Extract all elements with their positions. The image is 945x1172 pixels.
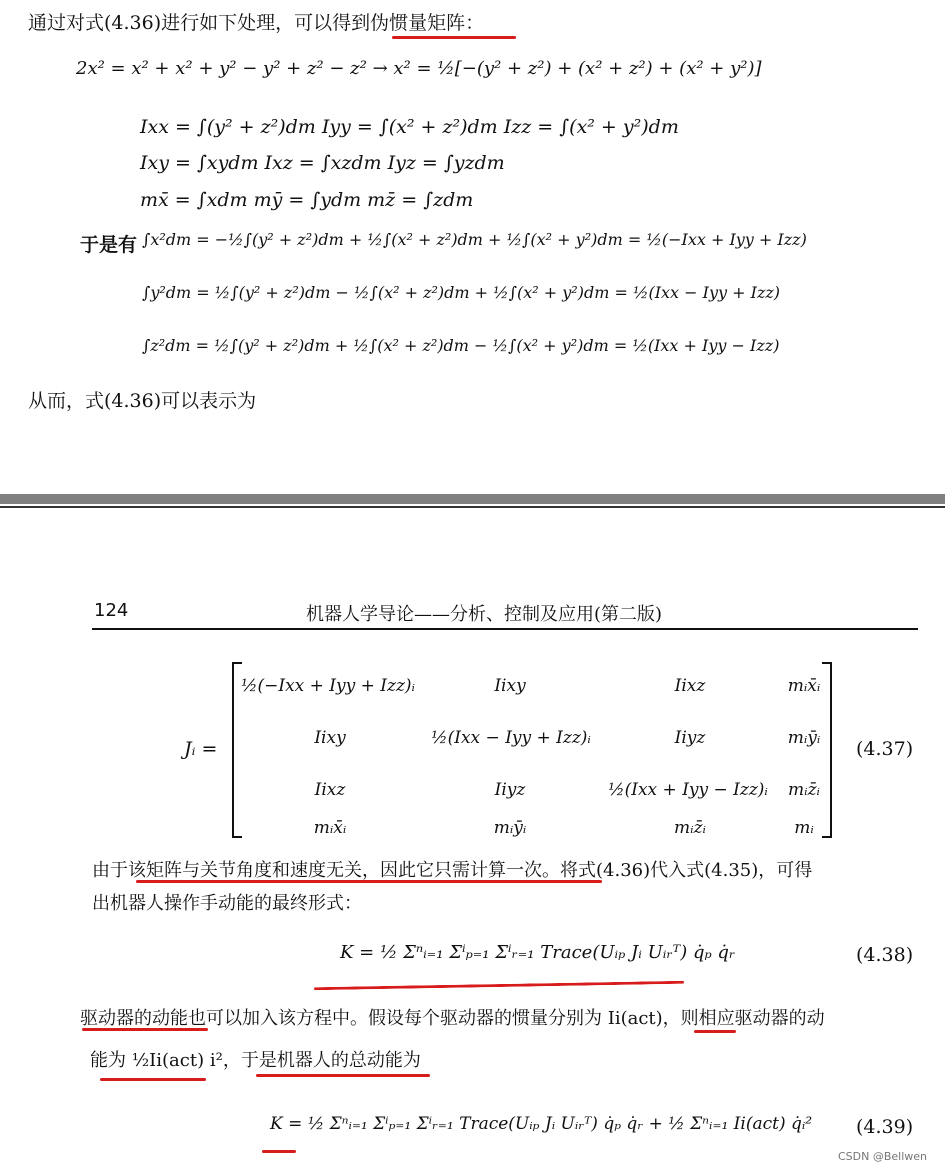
equation-number-439: (4.39) [856, 1116, 914, 1138]
annotation-underline [694, 1030, 736, 1033]
header-rule [92, 628, 918, 630]
equation-moments: Ixx = ∫(y² + z²)dm Iyy = ∫(x² + z²)dm Izz = ∫(x² + y²)dm [140, 116, 679, 138]
page-divider [0, 494, 945, 504]
equation-centroid: mx̄ = ∫xdm mȳ = ∫ydm mz̄ = ∫zdm [140, 189, 474, 211]
matrix-cell: mᵢȳᵢ [787, 728, 821, 748]
intro-text: 通过对式(4.36)进行如下处理，可以得到伪惯量矩阵： [28, 12, 485, 34]
paragraph-2-line-2: 能为 ½Ii(act) i²，于是机器人的总动能为 [90, 1050, 421, 1071]
annotation-underline [82, 1028, 208, 1031]
equation-439: K = ½ Σⁿᵢ₌₁ Σⁱₚ₌₁ Σⁱᵣ₌₁ Trace(Uᵢₚ Jᵢ Uᵢᵣᵀ) q̇ₚ q̇ᵣ + ½ Σⁿᵢ₌₁ Ii(act) q̇ᵢ² [270, 1114, 813, 1134]
paragraph-2-line-1: 驱动器的动能也可以加入该方程中。假设每个驱动器的惯量分别为 Ii(act)，则相应驱动器的动 [80, 1008, 825, 1029]
conclusion-text: 从而，式(4.36)可以表示为 [28, 390, 257, 412]
equation-number-437: (4.37) [856, 738, 914, 760]
annotation-underline [392, 36, 516, 39]
running-title: 机器人学导论——分析、控制及应用(第二版) [306, 604, 663, 625]
equation-z2: ∫z²dm = ½∫(y² + z²)dm + ½∫(x² + z²)dm − ½∫(x² + y²)dm = ½(Ixx + Iyy − Izz) [142, 336, 780, 355]
matrix-cell: ½(Ixx + Iyy − Izz)ᵢ [608, 780, 768, 800]
annotation-underline [262, 1150, 296, 1153]
watermark: CSDN @Bellwen [838, 1150, 928, 1163]
matrix-cell: mᵢx̄ᵢ [313, 818, 347, 838]
annotation-underline [136, 880, 602, 883]
matrix-cell: Iixy [494, 676, 526, 696]
equation-products: Ixy = ∫xydm Ixz = ∫xzdm Iyz = ∫yzdm [140, 152, 505, 174]
page-divider-line [0, 506, 945, 508]
matrix-cell: mᵢz̄ᵢ [788, 780, 820, 800]
matrix-cell: Iixz [314, 780, 346, 800]
paragraph-1-line-1: 由于该矩阵与关节角度和速度无关，因此它只需计算一次。将式(4.36)代入式(4.35)，可得 [92, 860, 813, 881]
page-number: 124 [94, 600, 129, 621]
annotation-underline [314, 981, 684, 990]
matrix-cell: ½(−Ixx + Iyy + Izz)ᵢ [241, 676, 415, 696]
matrix-cell: mᵢȳᵢ [493, 818, 527, 838]
equation-x2: ∫x²dm = −½∫(y² + z²)dm + ½∫(x² + z²)dm + ½∫(x² + y²)dm = ½(−Ixx + Iyy + Izz) [142, 230, 807, 249]
yushi-label: 于是有 [80, 234, 138, 256]
equation-y2: ∫y²dm = ½∫(y² + z²)dm − ½∫(x² + z²)dm + ½∫(x² + y²)dm = ½(Ixx − Iyy + Izz) [142, 283, 781, 302]
matrix-lhs: Jᵢ = [184, 738, 218, 760]
annotation-underline [100, 1078, 206, 1081]
matrix-cell: Iiyz [494, 780, 526, 800]
matrix-cell: mᵢx̄ᵢ [787, 676, 821, 696]
equation-number-438: (4.38) [856, 944, 914, 966]
annotation-underline [256, 1074, 430, 1077]
matrix-cell: Iixz [674, 676, 706, 696]
paragraph-1-line-2: 出机器人操作手动能的最终形式： [92, 893, 362, 914]
matrix-cell: Iixy [314, 728, 346, 748]
matrix-cell: mᵢz̄ᵢ [674, 818, 706, 838]
matrix-cell: mᵢ [794, 818, 814, 838]
matrix-cell: ½(Ixx − Iyy + Izz)ᵢ [431, 728, 591, 748]
matrix-cell: Iiyz [674, 728, 706, 748]
equation-identity: 2x² = x² + x² + y² − y² + z² − z² → x² = ½[−(y² + z²) + (x² + z²) + (x² + y²)] [76, 58, 762, 79]
equation-438: K = ½ Σⁿᵢ₌₁ Σⁱₚ₌₁ Σⁱᵣ₌₁ Trace(Uᵢₚ Jᵢ Uᵢᵣᵀ) q̇ₚ q̇ᵣ [340, 942, 736, 963]
